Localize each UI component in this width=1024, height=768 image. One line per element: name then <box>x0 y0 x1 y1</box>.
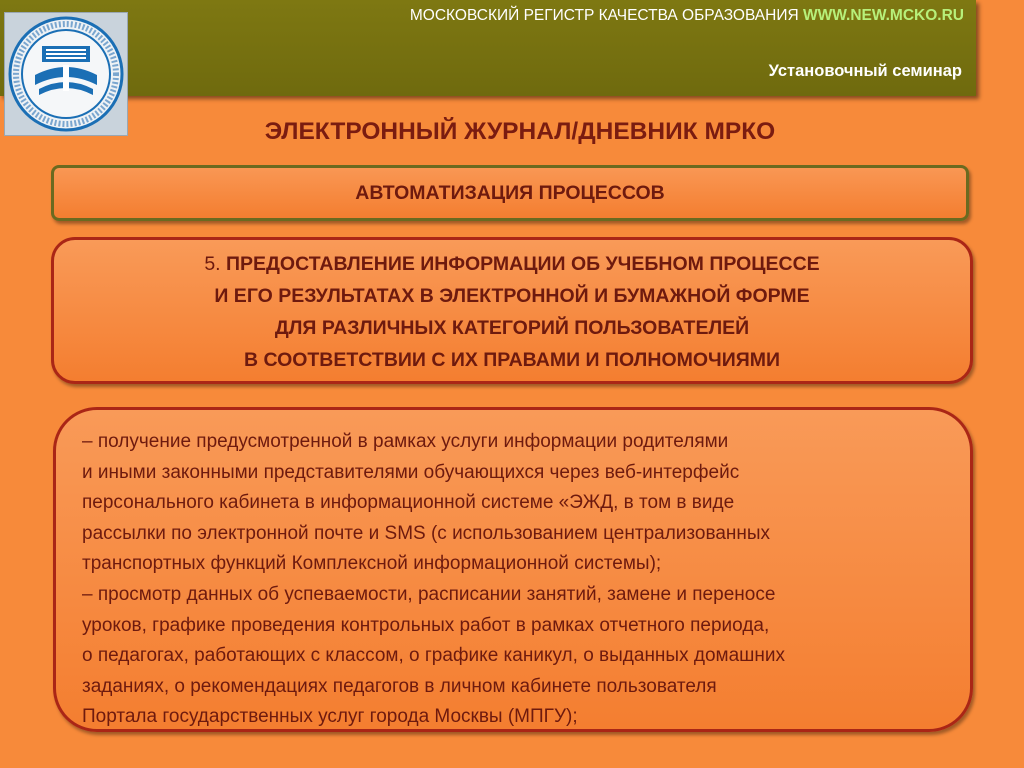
site-url-link[interactable]: WWW.NEW.MCKO.RU <box>802 7 964 24</box>
detail-line-3: персонального кабинета в информационной системе «ЭЖД, в том в виде <box>82 492 735 514</box>
detail-line-5: транспортных функций Комплексной информационной системы); <box>82 553 662 575</box>
point-5-box <box>51 237 973 384</box>
point-line-3: ДЛЯ РАЗЛИЧНЫХ КАТЕГОРИЙ ПОЛЬЗОВАТЕЛЕЙ <box>274 317 750 339</box>
point-line-1-text: ПРЕДОСТАВЛЕНИЕ ИНФОРМАЦИИ ОБ УЧЕБНОМ ПРОЦЕССЕ <box>226 253 820 275</box>
detail-line-8: о педагогах, работающих с классом, о графике каникул, о выданных домашних <box>82 645 785 667</box>
header-bar <box>0 0 976 96</box>
details-box <box>53 407 973 732</box>
detail-line-4: рассылки по электронной почте и SMS (с использованием централизованных <box>82 522 771 544</box>
header-org-line <box>410 7 964 25</box>
page-title: ЭЛЕКТРОННЫЙ ЖУРНАЛ/ДНЕВНИК МРКО <box>264 118 776 145</box>
point-number: 5. <box>204 253 221 275</box>
point-line-2: И ЕГО РЕЗУЛЬТАТАХ В ЭЛЕКТРОННОЙ И БУМАЖНОЙ ФОРМЕ <box>214 285 810 307</box>
org-name: МОСКОВСКИЙ РЕГИСТР КАЧЕСТВА ОБРАЗОВАНИЯ <box>409 7 799 24</box>
detail-line-9: заданиях, о рекомендациях педагогов в личном кабинете пользователя <box>82 675 717 697</box>
detail-line-10: Портала государственных услуг города Москвы (МПГУ); <box>82 706 578 728</box>
detail-line-6: – просмотр данных об успеваемости, расписании занятий, замене и переносе <box>82 583 776 605</box>
event-name: Установочный семинар <box>768 62 962 80</box>
point-line-1 <box>54 248 970 280</box>
detail-line-2: и иными законными представителями обучающихся через веб-интерфейс <box>82 461 740 483</box>
logo-emblem-icon <box>5 13 127 135</box>
detail-line-7: уроков, графике проведения контрольных работ в рамках отчетного периода, <box>82 614 770 636</box>
point-line-4: В СООТВЕТСТВИИ С ИХ ПРАВАМИ И ПОЛНОМОЧИЯМИ <box>243 349 781 371</box>
detail-line-1: – получение предусмотренной в рамках услуги информации родителями <box>82 431 729 452</box>
section-subheader: АВТОМАТИЗАЦИЯ ПРОЦЕССОВ <box>51 165 969 221</box>
